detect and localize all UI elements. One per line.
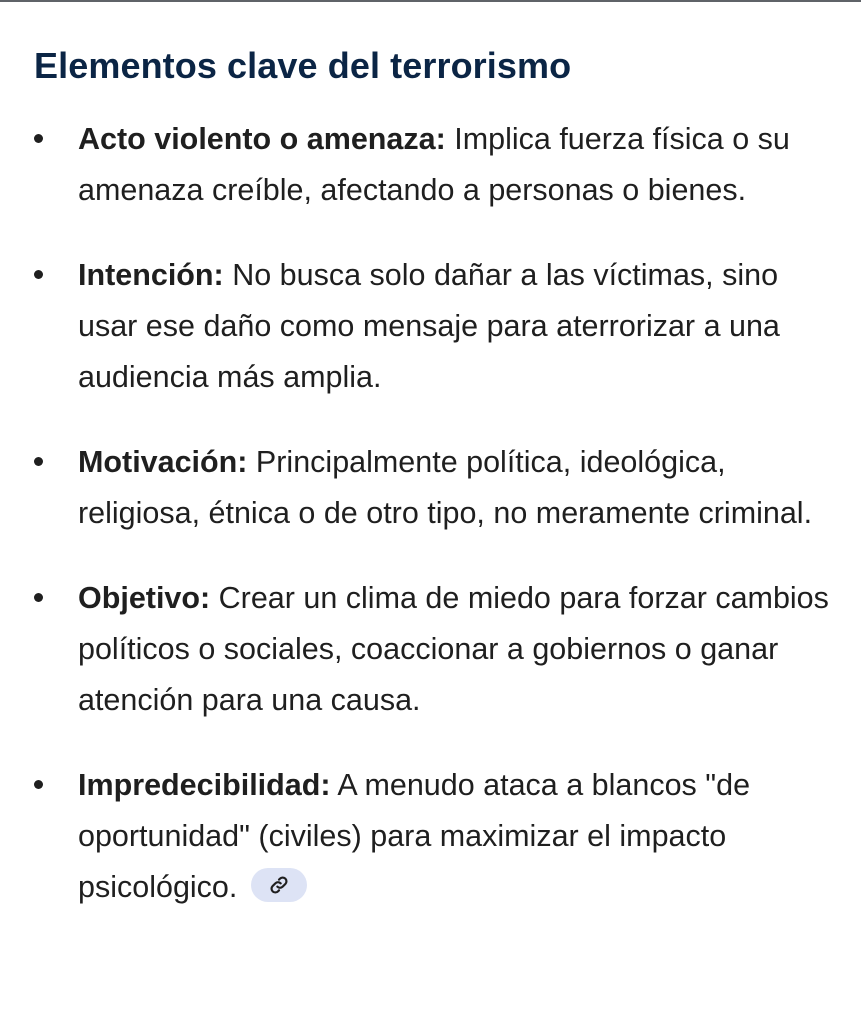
list-item	[34, 760, 844, 913]
bullet-dot	[34, 457, 43, 466]
bullet-dot	[34, 134, 43, 143]
list-item	[34, 437, 844, 539]
list-item	[34, 114, 844, 216]
item-term: Impredecibilidad:	[78, 768, 331, 802]
bullet-dot	[34, 593, 43, 602]
bullet-dot	[34, 780, 43, 789]
item-term: Objetivo:	[78, 581, 211, 615]
key-elements-list	[34, 114, 844, 913]
top-divider	[0, 0, 861, 2]
item-text: Crear un clima de miedo para forzar cambios políticos o sociales, coaccionar a gobiernos o ganar atención para una causa.	[78, 581, 829, 717]
list-item	[34, 573, 844, 726]
item-term: Intención:	[78, 258, 224, 292]
item-text: A menudo ataca a blancos "de oportunidad" (civiles) para maximizar el impacto psicológico.	[78, 768, 751, 904]
list-item	[34, 250, 844, 403]
bullet-dot	[34, 270, 43, 279]
item-term: Motivación:	[78, 445, 248, 479]
section-heading: Elementos clave del terrorismo	[34, 45, 572, 86]
item-text: Implica fuerza física o su amenaza creíble, afectando a personas o bienes.	[78, 122, 790, 207]
source-link-chip[interactable]	[251, 868, 307, 902]
item-text: No busca solo dañar a las víctimas, sino usar ese daño como mensaje para aterrorizar a una audiencia más amplia.	[78, 258, 780, 394]
item-text: Principalmente política, ideológica, religiosa, étnica o de otro tipo, no meramente criminal.	[78, 445, 813, 530]
item-term: Acto violento o amenaza:	[78, 122, 446, 156]
link-icon	[269, 875, 289, 895]
response-content	[34, 38, 844, 913]
